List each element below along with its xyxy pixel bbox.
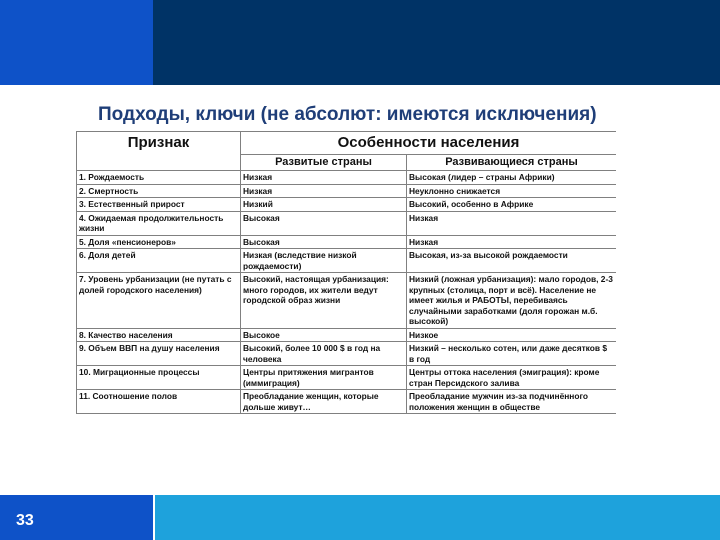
developed-cell: Высокая: [241, 211, 407, 235]
table-row: [77, 198, 617, 212]
feature-cell: 10. Миграционные процессы: [77, 366, 241, 390]
comparison-table: [76, 131, 616, 473]
developing-cell: Преобладание мужчин из-за подчинённого положения женщин в обществе: [407, 390, 617, 414]
header-developed: Развитые страны: [241, 155, 407, 171]
page-number: 33: [16, 512, 34, 529]
feature-cell: 11. Соотношение полов: [77, 390, 241, 414]
developing-cell: Неуклонно снижается: [407, 184, 617, 198]
table-row: [77, 235, 617, 249]
feature-cell: 4. Ожидаемая продолжительность жизни: [77, 211, 241, 235]
feature-cell: 3. Естественный прирост: [77, 198, 241, 212]
developing-cell: Низкий (ложная урбанизация): мало городов, 2-3 крупных (столица, порт и всё). Население не имеет жилья и РАБОТЫ, перебиваясь случайными заработками (доля горожан м.б. высокой): [407, 273, 617, 329]
developed-cell: Высокий, более 10 000 $ в год на человека: [241, 342, 407, 366]
table-row: [77, 366, 617, 390]
developing-cell: Высокий, особенно в Африке: [407, 198, 617, 212]
developed-cell: Низкая (вследствие низкой рождаемости): [241, 249, 407, 273]
developing-cell: Низкая: [407, 211, 617, 235]
table-row: [77, 273, 617, 329]
table-row: [77, 342, 617, 366]
header-developing: Развивающиеся страны: [407, 155, 617, 171]
feature-cell: 1. Рождаемость: [77, 171, 241, 185]
header-navy-bar: [153, 0, 720, 85]
developing-cell: Центры оттока населения (эмиграция): кроме стран Персидского залива: [407, 366, 617, 390]
header-blue-block: [0, 0, 153, 85]
developing-cell: Высокая, из-за высокой рождаемости: [407, 249, 617, 273]
table-row: [77, 390, 617, 414]
developed-cell: Высокое: [241, 328, 407, 342]
footer-light-bar: [153, 495, 720, 540]
developing-cell: Низкий – несколько сотен, или даже десятков $ в год: [407, 342, 617, 366]
developed-cell: Низкий: [241, 198, 407, 212]
feature-cell: 7. Уровень урбанизации (не путать с долей городского населения): [77, 273, 241, 329]
table-row: [77, 171, 617, 185]
developing-cell: Низкая: [407, 235, 617, 249]
developed-cell: Низкая: [241, 171, 407, 185]
developed-cell: Центры притяжения мигрантов (иммиграция): [241, 366, 407, 390]
feature-cell: 5. Доля «пенсионеров»: [77, 235, 241, 249]
header-feature: Признак: [77, 132, 241, 171]
header-population: Особенности населения: [241, 132, 617, 155]
slide-title: Подходы, ключи (не абсолют: имеются исключения): [98, 104, 597, 125]
table-row: [77, 184, 617, 198]
table-row: [77, 211, 617, 235]
developed-cell: Высокий, настоящая урбанизация: много городов, их жители ведут городской образ жизни: [241, 273, 407, 329]
footer-divider: [153, 495, 155, 540]
feature-cell: 9. Объем ВВП на душу населения: [77, 342, 241, 366]
developed-cell: Высокая: [241, 235, 407, 249]
feature-cell: 2. Смертность: [77, 184, 241, 198]
developing-cell: Низкое: [407, 328, 617, 342]
table-row: [77, 249, 617, 273]
feature-cell: 8. Качество населения: [77, 328, 241, 342]
developed-cell: Низкая: [241, 184, 407, 198]
table-row: [77, 328, 617, 342]
developed-cell: Преобладание женщин, которые дольше живут…: [241, 390, 407, 414]
developing-cell: Высокая (лидер – страны Африки): [407, 171, 617, 185]
feature-cell: 6. Доля детей: [77, 249, 241, 273]
